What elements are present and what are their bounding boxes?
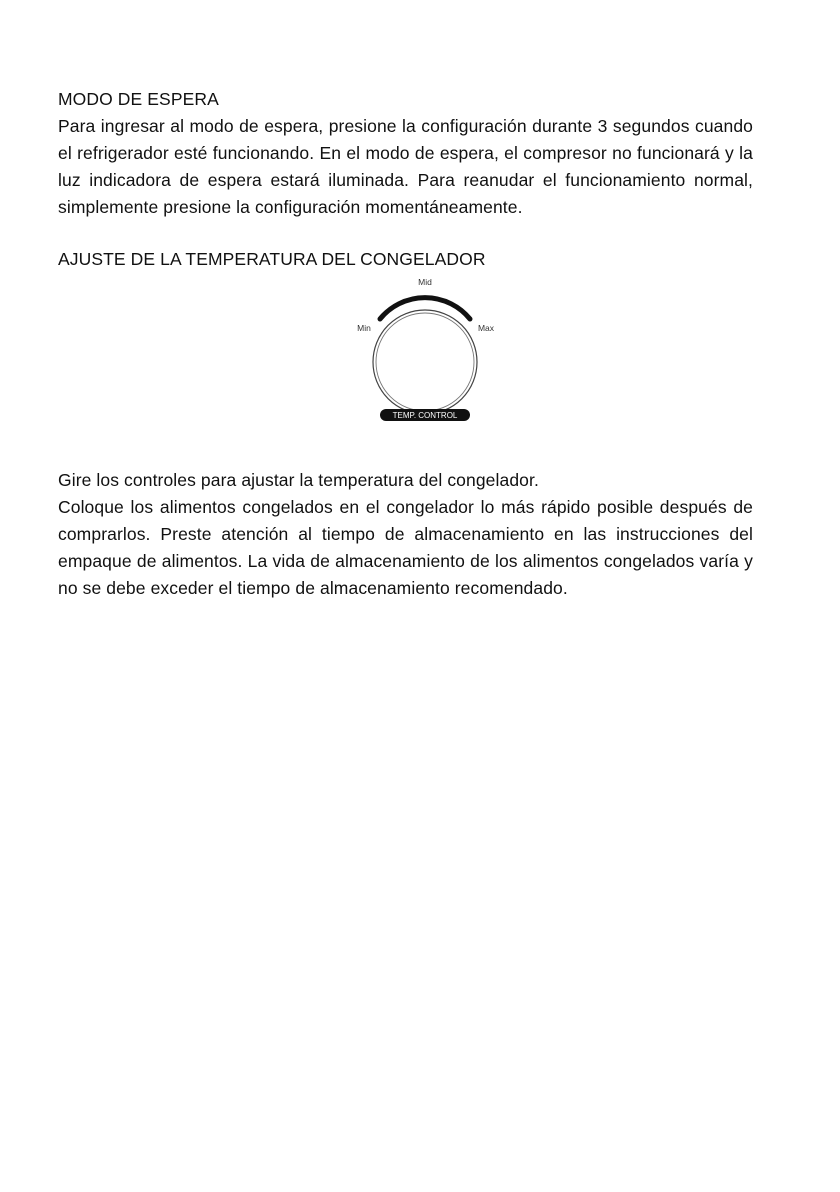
temp-control-badge-label: TEMP. CONTROL xyxy=(392,411,458,420)
document-page xyxy=(58,86,753,602)
dial-label-min: Min xyxy=(357,323,371,333)
dial-label-max: Max xyxy=(477,323,495,333)
standby-heading: MODO DE ESPERA xyxy=(58,89,219,109)
freezer-paragraph: Coloque los alimentos congelados en el congelador lo más rápido posible después de comprarlos. Preste atención al tiempo de almacenamiento en las instrucciones del empaque de alimentos. La vida de almacenamiento de los alimentos congelados varía y no se debe exceder el tiempo de almacenamiento recomendado. xyxy=(58,497,753,598)
dial-inner-ring xyxy=(376,313,474,411)
freezer-instruction: Gire los controles para ajustar la temperatura del congelador. xyxy=(58,470,539,490)
dial-outer-ring xyxy=(373,310,477,414)
figure-spacer xyxy=(58,443,753,467)
standby-paragraph: Para ingresar al modo de espera, presione la configuración durante 3 segundos cuando el refrigerador esté funcionando. En el modo de espera, el compresor no funcionará y la luz indicadora de espera estará iluminada. Para reanudar el funcionamiento normal, simplemente presione la configuración momentáneamente. xyxy=(58,116,753,217)
dial-label-mid: Mid xyxy=(418,277,432,287)
section-spacer xyxy=(58,221,753,246)
temperature-dial-figure xyxy=(58,273,753,443)
temperature-dial-icon xyxy=(340,273,510,443)
freezer-heading: AJUSTE DE LA TEMPERATURA DEL CONGELADOR xyxy=(58,249,486,269)
dial-range-arc xyxy=(380,298,470,319)
